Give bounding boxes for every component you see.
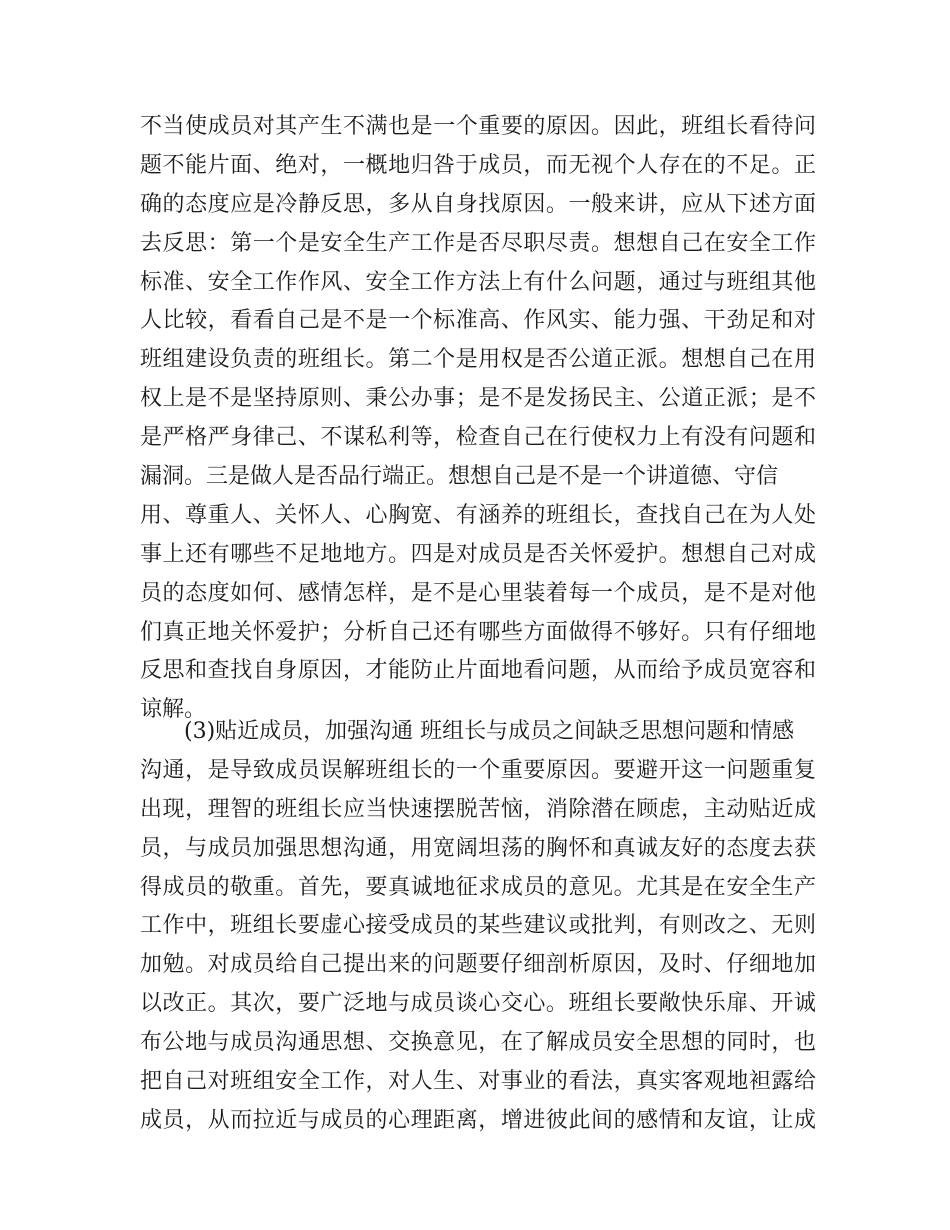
text-line: 成员，从而拉近与成员的心理距离，增进彼此间的感情和友谊，让成: [140, 1107, 816, 1133]
text-line: 不当使成员对其产生不满也是一个重要的原因。因此，班组长看待问: [140, 114, 816, 139]
text-line: 标准、安全工作作风、安全工作方法上有什么问题，通过与班组其他: [140, 269, 816, 295]
text-line: 谅解。: [140, 697, 207, 723]
paragraph-reflection: [140, 108, 816, 730]
text-line: 事上还有哪些不足地地方。四是对成员是否关怀爱护。想想自己对成: [140, 541, 816, 567]
text-line: 题不能片面、绝对，一概地归咎于成员，而无视个人存在的不足。正: [140, 152, 816, 178]
text-line: 人比较，看看自己是不是一个标准高、作风实、能力强、干劲足和对: [140, 308, 816, 334]
text-line: 工作中，班组长要虚心接受成员的某些建议或批判，有则改之、无则: [140, 913, 816, 939]
text-line: 们真正地关怀爱护；分析自己还有哪些方面做得不够好。只有仔细地: [140, 619, 816, 645]
text-line: 出现，理智的班组长应当快速摆脱苦恼，消除潜在顾虑，主动贴近成: [140, 796, 816, 822]
text-line: 去反思：第一个是安全生产工作是否尽职尽责。想想自己在安全工作: [140, 230, 816, 256]
text-line: 沟通，是导致成员误解班组长的一个重要原因。要避开这一问题重复: [140, 757, 816, 783]
text-line: 以改正。其次，要广泛地与成员谈心交心。班组长要敞快乐扉、开诚: [140, 991, 816, 1017]
text-line: 员，与成员加强思想沟通，用宽阔坦荡的胸怀和真诚友好的态度去获: [140, 835, 816, 861]
text-line: 得成员的敬重。首先，要真诚地征求成员的意见。尤其是在安全生产: [140, 874, 816, 900]
text-line: 用、尊重人、关怀人、心胸宽、有涵养的班组长，查找自己在为人处: [140, 502, 816, 528]
text-line: 布公地与成员沟通思想、交换意见，在了解成员安全思想的同时，也: [140, 1030, 816, 1056]
text-line: 反思和查找自身原因，才能防止片面地看问题，从而给予成员宽容和: [140, 658, 816, 684]
text-line: 漏洞。三是做人是否品行端正。想想自己是不是一个讲道德、守信: [140, 464, 779, 490]
text-line: 加勉。对成员给自己提出来的问题要仔细剖析原因，及时、仔细地加: [140, 952, 816, 978]
text-line: 员的态度如何、感情怎样，是不是心里装着每一个成员，是不是对他: [140, 580, 816, 606]
text-line: 权上是不是坚持原则、秉公办事；是不是发扬民主、公道正派；是不: [140, 386, 816, 412]
text-line: (3)贴近成员，加强沟通 班组长与成员之间缺乏思想问题和情感: [184, 719, 795, 744]
text-line: 把自己对班组安全工作，对人生、对事业的看法，真实客观地袒露给: [140, 1069, 816, 1095]
text-line: 确的态度应是冷静反思，多从自身找原因。一般来讲，应从下述方面: [140, 191, 816, 217]
text-line: 班组建设负责的班组长。第二个是用权是否公道正派。想想自己在用: [140, 347, 816, 373]
text-line: 是严格严身律己、不谋私利等，检查自己在行使权力上有没有问题和: [140, 425, 816, 451]
paragraph-communication: [140, 713, 816, 1141]
